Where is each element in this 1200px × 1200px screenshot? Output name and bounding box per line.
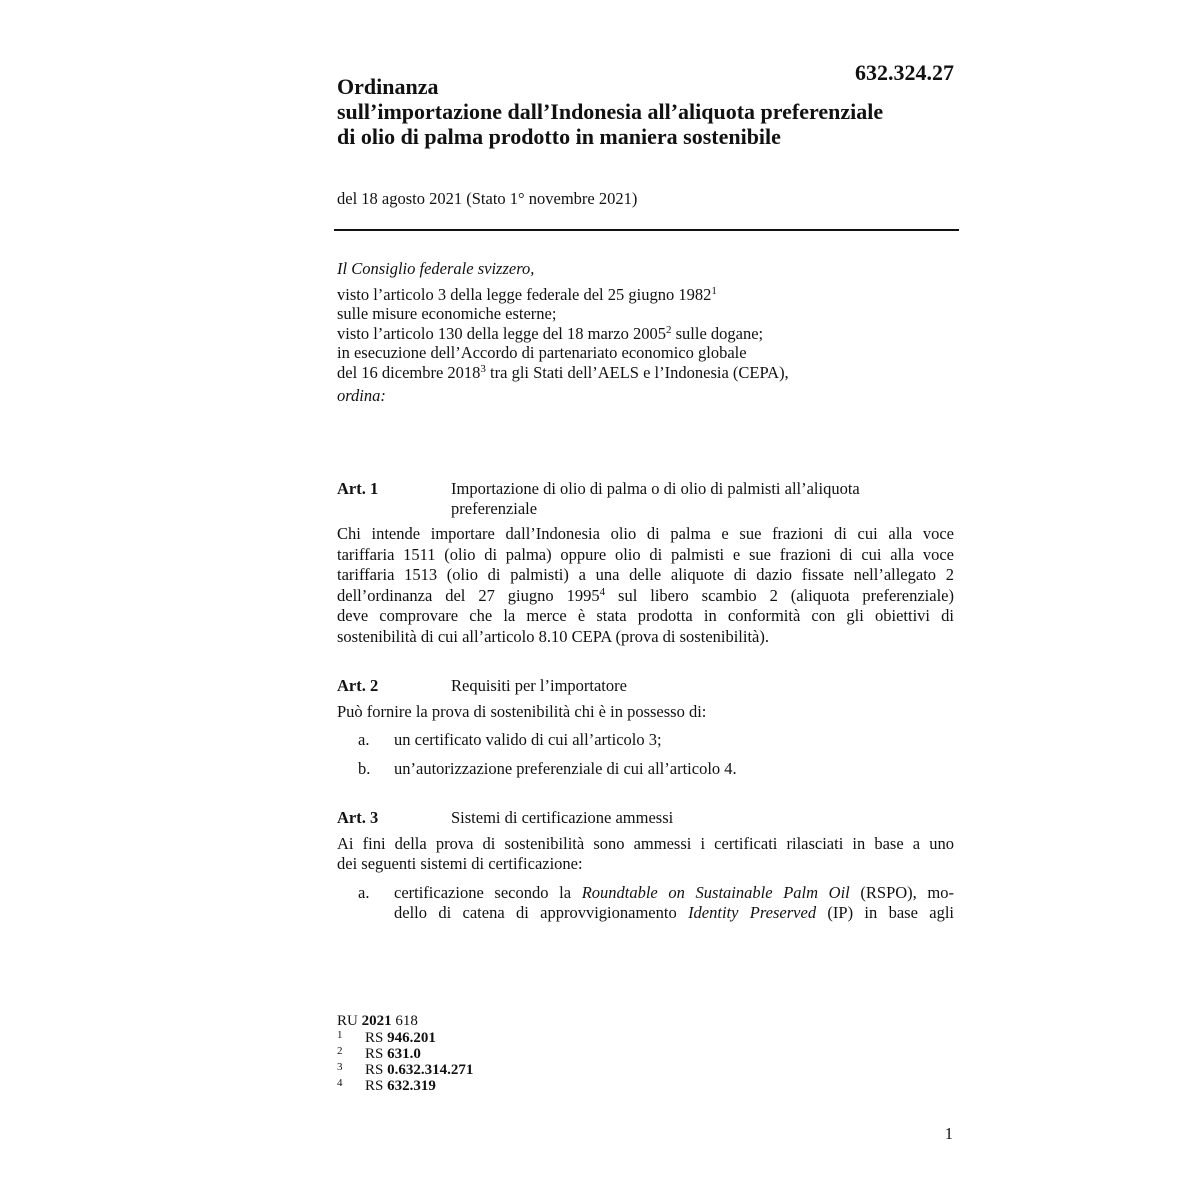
footnote: 4 RS 632.319 (337, 1077, 436, 1094)
article-heading (337, 479, 954, 518)
preamble (337, 259, 957, 406)
article-number: Art. 1 (337, 479, 379, 498)
date-status-line: del 18 agosto 2021 (Stato 1° novembre 2021) (337, 189, 638, 208)
list-marker: b. (358, 758, 371, 778)
footnote-ref: 2 (666, 323, 672, 336)
preamble-line: del 16 dicembre 2018$^3$ tra gli Stati dell’AELS e l’Indonesia (CEPA), (337, 362, 789, 382)
article-title: Sistemi di certificazione ammessi (451, 808, 674, 827)
article-2 (337, 676, 954, 779)
article-heading (337, 808, 954, 828)
article-body: Ai fini della prova di sostenibilità sono ammessi i certificati rilasciati in base a uno dei seguenti sistemi di certificazione: (337, 833, 954, 873)
preamble-authority: Il Consiglio federale svizzero, (337, 259, 535, 278)
header-divider (334, 229, 959, 231)
footnotes (337, 1012, 473, 1094)
footnote: 3 RS 0.632.314.271 (337, 1061, 474, 1078)
page-number: 1 (944, 1124, 953, 1143)
list-marker: a. (358, 730, 370, 749)
article-body: Chi intende importare dall’Indonesia olio di palma e sue frazioni di cui alla voce tariffaria 1511 (olio di palma) oppure olio di palmisti e sue frazioni di cui alla voce tariffaria 1513 (olio di palmisti) a una delle aliquote di dazio fissate nell’allegato 2 dell’ordinanza del 27 giugno 1995$^4$ sul libero scambio 2 (aliquota preferenziale) deve comprovare che la merce è stata prodotta in conformità con gli obiettivi di sostenibilità di cui all’articolo 8.10 CEPA (prova di sostenibilità). (337, 524, 954, 646)
article-body: Può fornire la prova di sostenibilità chi è in possesso di: (337, 701, 707, 721)
article-3 (337, 808, 954, 924)
preamble-line: visto l’articolo 3 della legge federale del 25 giugno 1982$^1$ (337, 284, 717, 304)
list-item: a. un certificato valido di cui all’articolo 3; (358, 730, 662, 749)
footnote: 2 RS 631.0 (337, 1045, 421, 1062)
article-title: Requisiti per l’importatore (451, 676, 627, 695)
footnote-ref: 1 (711, 284, 717, 297)
article-heading (337, 676, 954, 696)
article-number: Art. 3 (337, 808, 379, 827)
title-line: Ordinanza (337, 74, 439, 99)
article-1 (337, 479, 954, 647)
preamble-decree: ordina: (337, 386, 386, 405)
title-line: sull’importazione dall’Indonesia all’aliquota preferenziale (337, 99, 884, 124)
preamble-line: visto l’articolo 130 della legge del 18 marzo 2005$^2$ sulle dogane; (337, 323, 764, 343)
preamble-line: sulle misure economiche esterne; (337, 304, 557, 323)
list-item: b. un’autorizzazione preferenziale di cui all’articolo 4. (358, 758, 737, 778)
sr-number: 632.324.27 (855, 60, 954, 85)
title-line: di olio di palma prodotto in maniera sostenibile (337, 124, 781, 149)
list-item: a. certificazione secondo la Roundtable on Sustainable Palm Oil (RSPO), mo- dello di catena di approvvigionamento Identity Preserved (IP) in base agli (358, 882, 955, 922)
preamble-line: in esecuzione dell’Accordo di partenariato economico globale (337, 343, 747, 362)
ordinance-title (337, 74, 977, 149)
article-title: Importazione di olio di palma o di olio di palmisti all’aliquota preferenziale (451, 479, 860, 518)
article-number: Art. 2 (337, 676, 379, 695)
footnote: 1 RS 946.201 (337, 1029, 436, 1046)
list-marker: a. (358, 882, 370, 902)
footnote-ref: 3 (480, 362, 486, 375)
ru-reference: RU 2021 618 (337, 1013, 418, 1029)
footnote-ref: 4 (599, 585, 606, 598)
